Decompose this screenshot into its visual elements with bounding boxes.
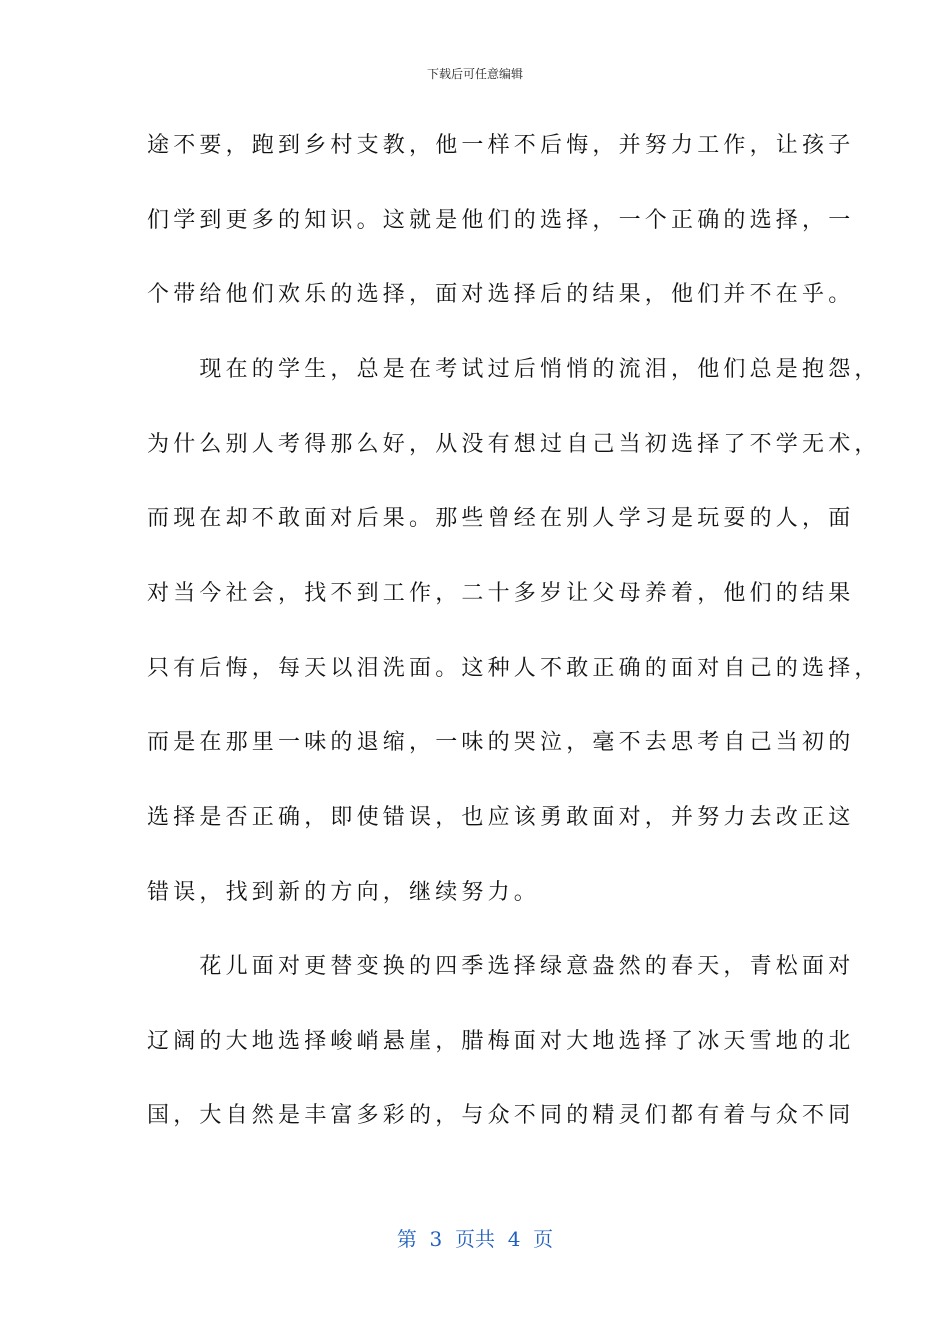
text-line: 错误，找到新的方向，继续努力。 — [147, 880, 541, 905]
text-line: 对当今社会，找不到工作，二十多岁让父母养着，他们的结果 — [147, 581, 855, 606]
text-line: 花儿面对更替变换的四季选择绿意盎然的春天，青松面对 — [147, 954, 855, 979]
text-line: 辽阔的大地选择峻峭悬崖，腊梅面对大地选择了冰天雪地的北 — [147, 1029, 855, 1054]
text-line: 们学到更多的知识。这就是他们的选择，一个正确的选择，一 — [147, 208, 855, 233]
text-line: 途不要，跑到乡村支教，他一样不后悔，并努力工作，让孩子 — [147, 133, 855, 158]
text-line: 现在的学生，总是在考试过后悄悄的流泪，他们总是抱怨， — [147, 357, 881, 382]
text-line: 而是在那里一味的退缩，一味的哭泣，毫不去思考自己当初的 — [147, 730, 855, 755]
text-line: 个带给他们欢乐的选择，面对选择后的结果，他们并不在乎。 — [147, 282, 855, 307]
text-line: 国，大自然是丰富多彩的，与众不同的精灵们都有着与众不同 — [147, 1103, 855, 1128]
text-line: 为什么别人考得那么好，从没有想过自己当初选择了不学无术， — [147, 432, 881, 457]
page-footer: 第 3 页共 4 页 — [396, 1227, 554, 1251]
text-line: 而现在却不敢面对后果。那些曾经在别人学习是玩耍的人，面 — [147, 506, 855, 531]
text-line: 只有后悔，每天以泪洗面。这种人不敢正确的面对自己的选择， — [147, 656, 881, 681]
page-header: 下载后可任意编辑 — [426, 67, 523, 81]
text-line: 选择是否正确，即使错误，也应该勇敢面对，并努力去改正这 — [147, 805, 855, 830]
